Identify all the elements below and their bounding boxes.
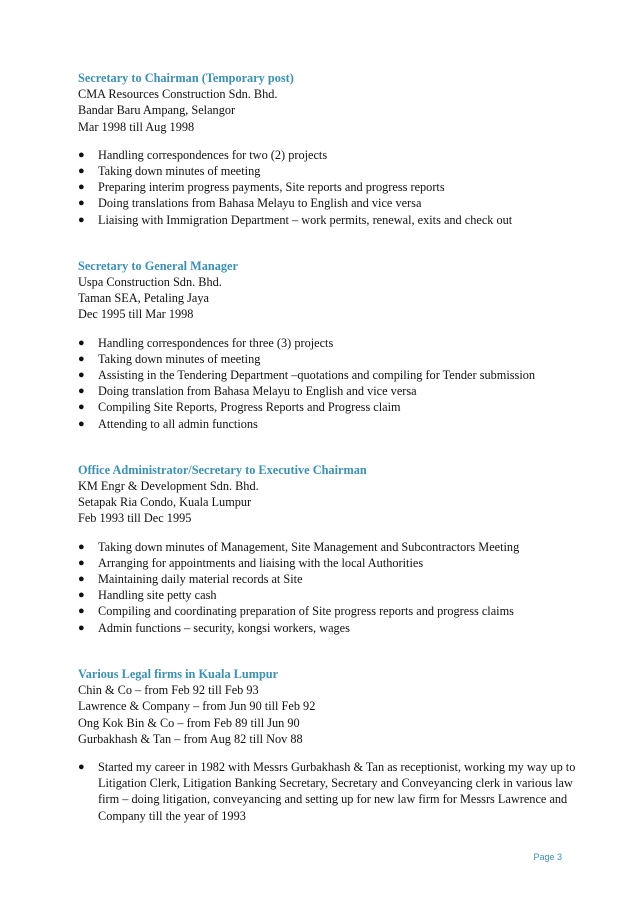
duties-list [78, 335, 578, 432]
list-item: ● Handling correspondences for two (2) projects [78, 147, 328, 162]
employer-entry: Gurbakhash & Tan – from Aug 82 till Nov 88 [78, 731, 303, 746]
bullet-icon: ● [78, 369, 85, 382]
document-page [78, 70, 578, 824]
list-item: ● Taking down minutes of Management, Site Management and Subcontractors Meeting [78, 539, 520, 554]
bullet-icon: ● [78, 760, 85, 773]
bullet-icon: ● [78, 197, 85, 210]
employer-entry: Ong Kok Bin & Co – from Feb 89 till Jun 90 [78, 715, 300, 730]
bullet-icon: ● [78, 385, 85, 398]
list-item: ● Handling site petty cash [78, 588, 217, 603]
list-item: ● Arranging for appointments and liaising with the local Authorities [78, 555, 424, 570]
company-name: Uspa Construction Sdn. Bhd. [78, 275, 222, 290]
list-item: ● Taking down minutes of meeting [78, 351, 261, 366]
section-title: Secretary to General Manager [78, 258, 238, 273]
section-title: Various Legal firms in Kuala Lumpur [78, 666, 279, 681]
page-number: Page 3 [533, 852, 562, 862]
list-item: ● Handling correspondences for three (3) projects [78, 335, 334, 350]
list-item: ● Liaising with Immigration Department – work permits, renewal, exits and check out [78, 212, 513, 227]
employer-entry: Lawrence & Company – from Jun 90 till Feb 92 [78, 699, 316, 714]
list-item: ● Assisting in the Tendering Department –quotations and compiling for Tender submission [78, 368, 536, 383]
section-secretary-to-general-manager [78, 258, 578, 432]
bullet-icon: ● [78, 589, 85, 602]
duties-list [78, 147, 578, 228]
company-location: Setapak Ria Condo, Kuala Lumpur [78, 495, 252, 510]
list-item: ● Attending to all admin functions [78, 416, 258, 431]
bullet-icon: ● [78, 621, 85, 634]
bullet-icon: ● [78, 181, 85, 194]
section-secretary-to-chairman [78, 70, 578, 228]
list-item: ● Compiling and coordinating preparation of Site progress reports and progress claims [78, 604, 514, 619]
duties-list [78, 539, 578, 636]
section-office-administrator [78, 462, 578, 636]
company-name: CMA Resources Construction Sdn. Bhd. [78, 87, 278, 102]
bullet-icon: ● [78, 540, 85, 553]
company-location: Taman SEA, Petaling Jaya [78, 291, 209, 306]
section-title: Secretary to Chairman (Temporary post) [78, 71, 294, 85]
employer-entry: Chin & Co – from Feb 92 till Feb 93 [78, 683, 259, 698]
list-item: ● Compiling Site Reports, Progress Reports and Progress claim [78, 400, 401, 415]
bullet-icon: ● [78, 148, 85, 161]
duties-list [78, 759, 578, 824]
bullet-icon: ● [78, 556, 85, 569]
bullet-icon: ● [78, 417, 85, 430]
list-item: ● Doing translations from Bahasa Melayu to English and vice versa [78, 196, 422, 211]
company-name: KM Engr & Development Sdn. Bhd. [78, 479, 259, 494]
list-item: ● Maintaining daily material records at Site [78, 572, 303, 587]
employment-period: Feb 1993 till Dec 1995 [78, 511, 192, 526]
bullet-icon: ● [78, 336, 85, 349]
section-legal-firms [78, 666, 578, 824]
bullet-icon: ● [78, 605, 85, 618]
list-item: ● Started my career in 1982 with Messrs Gurbakhash & Tan as receptionist, working my way up to Litigation Clerk, Litigation Banking Secretary, Secretary and Conveyancing clerk in various law firm – doing litigation, conveyancing and setting up for new law firm for Messrs Lawrence and Company till the year of 1993 [78, 759, 576, 823]
list-item: ● Doing translation from Bahasa Melayu to English and vice versa [78, 384, 417, 399]
employment-period: Dec 1995 till Mar 1998 [78, 307, 194, 322]
bullet-icon: ● [78, 401, 85, 414]
list-item: ● Taking down minutes of meeting [78, 164, 261, 179]
bullet-icon: ● [78, 165, 85, 178]
bullet-icon: ● [78, 573, 85, 586]
section-title: Office Administrator/Secretary to Executive Chairman [78, 462, 367, 477]
bullet-icon: ● [78, 213, 85, 226]
company-location: Bandar Baru Ampang, Selangor [78, 103, 236, 118]
bullet-icon: ● [78, 352, 85, 365]
employment-period: Mar 1998 till Aug 1998 [78, 119, 195, 134]
list-item: ● Admin functions – security, kongsi workers, wages [78, 620, 350, 635]
list-item: ● Preparing interim progress payments, Site reports and progress reports [78, 180, 445, 195]
